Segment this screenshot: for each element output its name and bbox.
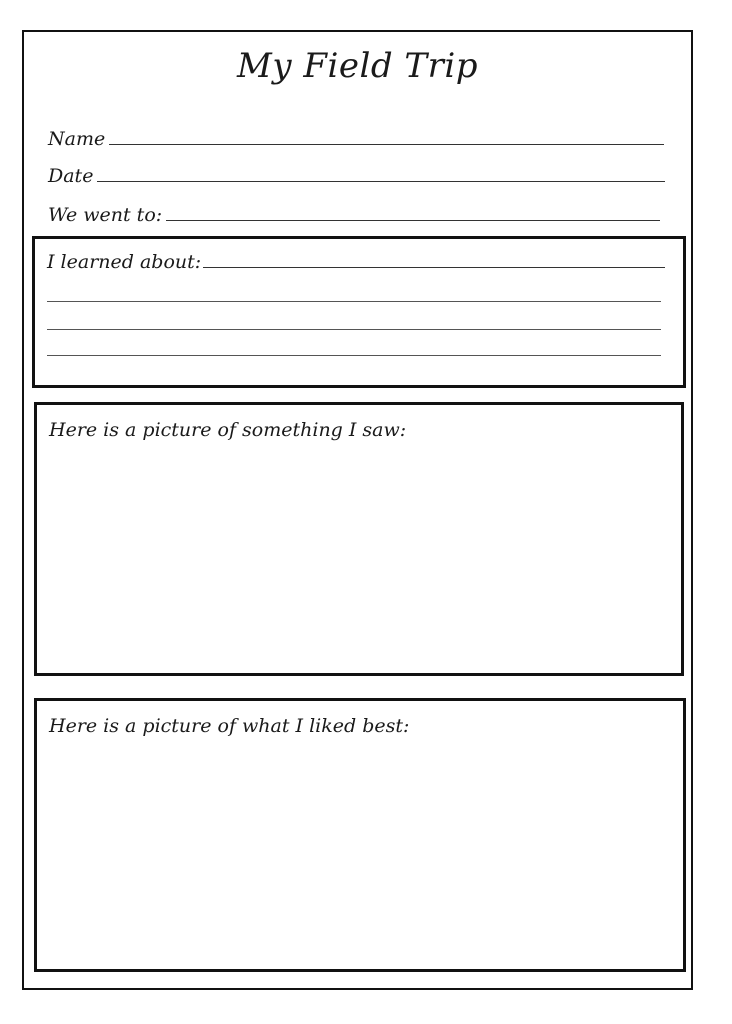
date-field[interactable] (48, 165, 665, 187)
page-title: My Field Trip (237, 46, 478, 86)
went-to-line[interactable] (166, 219, 660, 221)
learned-about-field[interactable] (47, 251, 665, 273)
something-i-saw-box[interactable] (34, 402, 684, 676)
went-to-field[interactable] (48, 204, 660, 226)
learned-about-label: I learned about: (47, 251, 202, 273)
learned-about-box (32, 236, 686, 388)
learned-about-line[interactable] (203, 267, 665, 268)
writing-line[interactable] (47, 355, 661, 356)
went-to-label: We went to: (48, 204, 163, 226)
liked-best-label: Here is a picture of what I liked best: (49, 715, 410, 737)
date-line[interactable] (97, 180, 665, 182)
worksheet-page (22, 30, 693, 990)
writing-line[interactable] (47, 301, 661, 302)
writing-line[interactable] (47, 329, 661, 330)
something-i-saw-label: Here is a picture of something I saw: (49, 419, 407, 441)
date-label: Date (48, 165, 94, 187)
name-label: Name (48, 128, 106, 150)
name-line[interactable] (109, 143, 664, 145)
liked-best-box[interactable] (34, 698, 686, 972)
name-field[interactable] (48, 128, 664, 150)
